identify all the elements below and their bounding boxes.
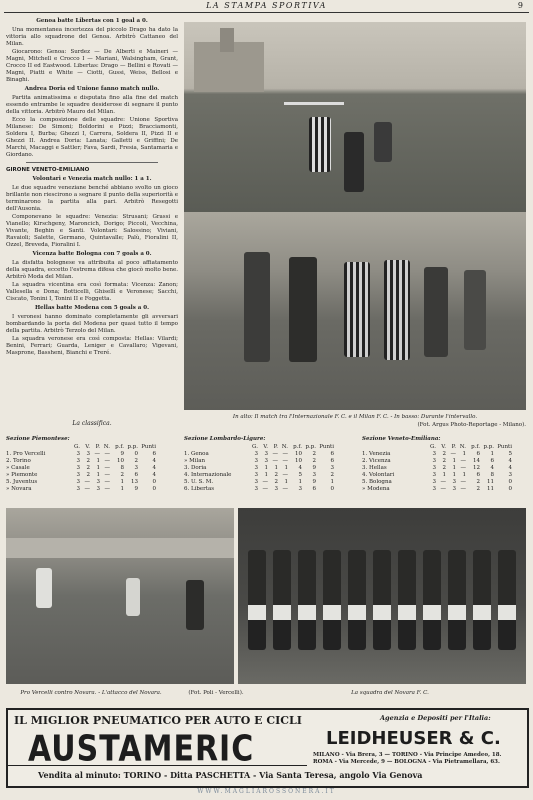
stat-cell: 1 xyxy=(442,472,446,478)
stat-cell: — xyxy=(282,472,288,478)
stat-cell: 3 xyxy=(254,458,258,464)
stat-cell: 3 xyxy=(76,458,80,464)
player-figure xyxy=(344,132,364,192)
stat-cell: 3 xyxy=(76,486,80,492)
team-name: 5. Juventus xyxy=(6,479,38,485)
team-lineup xyxy=(248,550,516,650)
stat-cell: 3 xyxy=(96,479,100,485)
standings-row xyxy=(184,451,354,458)
stat-cell: 0 xyxy=(508,479,512,485)
stat-cell: — xyxy=(460,465,466,471)
stat-cell: 3 xyxy=(312,472,316,478)
stat-cell: N. xyxy=(103,444,110,450)
stat-cell: 3 xyxy=(254,451,258,457)
player-figure xyxy=(186,580,204,630)
standings-row xyxy=(362,458,530,465)
team-name: 3. Hellas xyxy=(362,465,387,471)
stat-cell: 3 xyxy=(96,486,100,492)
paragraph: Una momentanea incertezza del piccolo Drago ha dato la vittoria allo squadrone del Genoa. Arbitrò Cattaneo del Milan. xyxy=(6,27,178,47)
ad-sale-info: Vendita al minuto: TORINO - Ditta PASCHETTA - Via Santa Teresa, angolo Via Genova xyxy=(38,770,423,780)
stat-cell: G. xyxy=(74,444,80,450)
team-name: 2. Torino xyxy=(6,458,31,464)
stat-cell: P. xyxy=(273,444,278,450)
paragraph: Ecco la composizione delle squadre: Unione Sportiva Milanese: De Simoni; Boldorini e Pizzi; Bracciamonti, Soldera I, Burba; Ghezzi I, Carrera, Soldera II, Pizzi II e Ghezzi II. Andrea Doria: Lanata; Galletti e Griffini; De Marchi, Macaggi e Sattler; Fava, Sardi, Fresia, Santamaria e Giordano. xyxy=(6,117,178,158)
stat-cell: — xyxy=(440,486,446,492)
divider xyxy=(26,162,158,163)
team-name: 3. Doria xyxy=(184,465,207,471)
stat-cell: p.p. xyxy=(127,444,138,450)
stat-cell: 2 xyxy=(86,472,90,478)
stat-cell: 14 xyxy=(473,458,480,464)
player-figure xyxy=(298,550,316,650)
stat-cell: 2 xyxy=(86,458,90,464)
stat-cell: — xyxy=(440,479,446,485)
stat-cell: — xyxy=(104,472,110,478)
stat-cell: — xyxy=(450,451,456,457)
stat-cell: 10 xyxy=(117,458,124,464)
photo-credit-top: (Fot. Argus Photo-Reportage - Milano). xyxy=(417,422,526,428)
stat-cell: 3 xyxy=(264,451,268,457)
caption-left: Pro Vercelli contro Novara. - L'attacco del Novara. xyxy=(20,690,162,696)
stat-cell: 2 xyxy=(442,451,446,457)
stat-cell: 3 xyxy=(432,465,436,471)
stat-cell: 3 xyxy=(76,465,80,471)
team-name: 5. Bologna xyxy=(362,479,392,485)
paragraph: La squadra veronese era così composta: Hellas: Vilardi; Benini, Ferrari; Guarda, Leniger e Cavallaro; Vigevani, Masprone, Bassheni, Bianchi e Treré. xyxy=(6,336,178,356)
stat-cell: 8 xyxy=(490,472,494,478)
stat-cell: G. xyxy=(252,444,258,450)
team-name: 1. Genoa xyxy=(184,451,209,457)
team-name xyxy=(184,444,248,451)
credit-left: (Fot. Poli - Vercelli). xyxy=(188,690,244,696)
headline-doria: Andrea Doria ed Unione fanno match nullo. xyxy=(24,86,160,92)
stat-cell: 3 xyxy=(264,458,268,464)
stat-cell: 10 xyxy=(295,451,302,457)
tower xyxy=(220,28,234,52)
player-figure xyxy=(248,550,266,650)
stat-cell: 1 xyxy=(96,465,100,471)
stat-cell: 5 xyxy=(298,472,302,478)
stat-cell: 8 xyxy=(120,465,124,471)
stat-cell: 3 xyxy=(432,486,436,492)
standings-row xyxy=(6,486,176,493)
section-heading: GIRONE VENETO-EMILIANO xyxy=(6,167,90,173)
page-number: 9 xyxy=(517,1,523,10)
stat-cell: 2 xyxy=(312,458,316,464)
stat-cell: 3 xyxy=(274,486,278,492)
stat-cell: 1 xyxy=(298,479,302,485)
stat-cell: 12 xyxy=(473,465,480,471)
stat-cell: 3 xyxy=(330,465,334,471)
stat-cell: 3 xyxy=(254,486,258,492)
stat-cell: 9 xyxy=(120,451,124,457)
photo-intervallo xyxy=(184,212,526,410)
stat-cell: 3 xyxy=(254,479,258,485)
player-figure xyxy=(464,270,486,350)
standings-title: Sezione Lombardo-Ligure: xyxy=(184,436,266,442)
stat-cell: 11 xyxy=(487,479,494,485)
headline-hellas: Hellas batte Modena con 5 goals a 0. xyxy=(34,305,149,311)
stat-cell: — xyxy=(460,458,466,464)
standings-row xyxy=(6,479,176,486)
stat-cell: 6 xyxy=(476,472,480,478)
team-name: 4. Volontari xyxy=(362,472,395,478)
standings-title: Sezione Veneto-Emiliana: xyxy=(362,436,441,442)
stat-cell: 2 xyxy=(476,486,480,492)
standings-row xyxy=(184,486,354,493)
team-name: 6. Libertas xyxy=(184,486,215,492)
advertisement xyxy=(6,708,529,788)
standings-row xyxy=(362,451,530,458)
paragraph: Partita animatissima e disputata fino alla fine del match essendo entrambe le squadre desiderose di segnare il punto della vittoria. Arbitrò Mauro del Milan. xyxy=(6,95,178,115)
ad-agency: Agenzia e Depositi per l'Italia: xyxy=(380,714,491,722)
stat-cell: 2 xyxy=(442,465,446,471)
team-name: » Modena xyxy=(362,486,390,492)
stat-cell: 2 xyxy=(120,472,124,478)
player-figure xyxy=(323,550,341,650)
stat-cell: p.f. xyxy=(115,444,124,450)
photo-novara-team xyxy=(238,508,526,684)
standings-piemontese xyxy=(6,436,176,493)
stat-cell: 4 xyxy=(152,465,156,471)
ad-headline: IL MIGLIOR PNEUMATICO PER AUTO E CICLI xyxy=(14,714,302,727)
stat-cell: 6 xyxy=(490,458,494,464)
stat-cell: V. xyxy=(441,444,446,450)
standings-title: Sezione Piemontese: xyxy=(6,436,70,442)
crowd xyxy=(6,538,234,558)
stat-cell: P. xyxy=(95,444,100,450)
stat-cell: 4 xyxy=(490,465,494,471)
player-figure xyxy=(289,257,317,362)
ad-address-line: MILANO - Via Brera, 3 — TORINO - Via Principe Amedeo, 18. xyxy=(313,752,502,758)
ad-address-line: ROMA - Via Mercede, 9 — BOLOGNA - Via Pietramellara, 63. xyxy=(313,759,500,765)
stat-cell: p.p. xyxy=(483,444,494,450)
player-figure xyxy=(424,267,448,357)
player-figure xyxy=(273,550,291,650)
standings-row xyxy=(6,451,176,458)
standings-row xyxy=(362,472,530,479)
stat-cell: — xyxy=(84,479,90,485)
stat-cell: — xyxy=(104,458,110,464)
stat-cell: 0 xyxy=(330,486,334,492)
stat-cell: — xyxy=(84,486,90,492)
player-figure xyxy=(126,578,140,616)
stat-cell: V. xyxy=(85,444,90,450)
player-figure xyxy=(384,260,410,360)
player-figure xyxy=(473,550,491,650)
standings-row xyxy=(6,472,176,479)
stat-cell: — xyxy=(262,479,268,485)
player-figure xyxy=(498,550,516,650)
player-figure xyxy=(373,550,391,650)
stat-cell: — xyxy=(460,479,466,485)
stat-cell: 13 xyxy=(131,479,138,485)
stat-cell: — xyxy=(104,465,110,471)
headline-vicenza: Vicenza batte Bologna con 7 goals a 0. xyxy=(32,251,152,257)
stat-cell: 2 xyxy=(274,472,278,478)
stat-cell: 6 xyxy=(152,451,156,457)
page-header xyxy=(4,0,529,13)
stat-cell: 1 xyxy=(452,458,456,464)
stat-cell: 0 xyxy=(152,486,156,492)
stat-cell: 0 xyxy=(134,451,138,457)
stat-cell: 1 xyxy=(452,472,456,478)
stat-cell: Punti xyxy=(141,444,156,450)
stat-cell: 3 xyxy=(254,472,258,478)
stat-cell: — xyxy=(460,486,466,492)
stat-cell: — xyxy=(282,486,288,492)
stat-cell: 3 xyxy=(508,472,512,478)
stat-cell: 6 xyxy=(134,472,138,478)
stat-cell: — xyxy=(104,486,110,492)
stat-cell: 3 xyxy=(134,465,138,471)
player-figure xyxy=(448,550,466,650)
ad-firm: LEIDHEUSER & C. xyxy=(326,728,501,749)
stat-cell: 5 xyxy=(508,451,512,457)
goal-crossbar xyxy=(284,102,344,105)
player-figure xyxy=(344,262,370,357)
stat-cell: 3 xyxy=(298,486,302,492)
stat-cell: 6 xyxy=(476,451,480,457)
stat-cell: 9 xyxy=(312,465,316,471)
stat-cell: 1 xyxy=(462,472,466,478)
stat-cell: 2 xyxy=(442,458,446,464)
player-figure xyxy=(398,550,416,650)
stat-cell: — xyxy=(104,479,110,485)
standings-row xyxy=(6,458,176,465)
caption-right: La squadra del Novara F. C. xyxy=(351,690,429,696)
stat-cell: 9 xyxy=(312,479,316,485)
team-name xyxy=(362,444,426,451)
stat-cell: 3 xyxy=(452,486,456,492)
stat-cell: 1 xyxy=(96,472,100,478)
team-name xyxy=(6,444,70,451)
stat-cell: 3 xyxy=(76,479,80,485)
stat-cell: 1 xyxy=(330,479,334,485)
stat-cell: 1 xyxy=(264,472,268,478)
stat-cell: 1 xyxy=(284,479,288,485)
stat-cell: — xyxy=(104,451,110,457)
stat-cell: p.f. xyxy=(293,444,302,450)
paragraph: Giocarono: Genoa: Surdez — De Alberti e Maineri — Magni, Mitchell e Crocco I — Mariani, Walsingham, Grant, Crocco II ed Eastwood. Libertas: Drago — Bellini e Rovati — Magni, Piatti e White — Ciotti, Gussi, Weiss, Bellosi e Binaghi. xyxy=(6,49,178,83)
stat-cell: 1 xyxy=(452,465,456,471)
paragraph: I veronesi hanno dominato completamente gli avversari bombardando la porta del Modena per quasi tutto il tempo della partita. Arbitrò Terzolo del Milan. xyxy=(6,314,178,334)
stat-cell: N. xyxy=(459,444,466,450)
masthead-title: LA STAMPA SPORTIVA xyxy=(206,1,327,10)
stat-cell: 3 xyxy=(76,472,80,478)
stat-cell: 3 xyxy=(432,472,436,478)
ad-divider xyxy=(8,765,307,766)
stat-cell: 6 xyxy=(330,451,334,457)
standings-header-row xyxy=(362,444,530,451)
stat-cell: 0 xyxy=(152,479,156,485)
stat-cell: 6 xyxy=(312,486,316,492)
stat-cell: 4 xyxy=(298,465,302,471)
stat-cell: — xyxy=(94,451,100,457)
stat-cell: 4 xyxy=(152,458,156,464)
team-name: 5. U. S. M. xyxy=(184,479,214,485)
standings-row xyxy=(184,465,354,472)
team-name: » Casale xyxy=(6,465,30,471)
photo-pro-vercelli-novara xyxy=(6,508,234,684)
stat-cell: 10 xyxy=(295,458,302,464)
stat-cell: 1 xyxy=(120,486,124,492)
player-figure xyxy=(374,122,392,162)
headline-volontari: Volontari e Venezia match nullo: 1 a 1. xyxy=(32,176,152,182)
stat-cell: N. xyxy=(281,444,288,450)
stat-cell: Punti xyxy=(319,444,334,450)
stat-cell: 2 xyxy=(134,458,138,464)
standings-header-row xyxy=(184,444,354,451)
stat-cell: — xyxy=(272,451,278,457)
standings-row xyxy=(362,486,530,493)
paragraph: La disfatta bolognese va attribuita al poco affiatamento della squadra, eccetto l'estrema difesa che giocò molto bene. Arbitrò Moda del Milan. xyxy=(6,260,178,280)
standings-header-row xyxy=(6,444,176,451)
stat-cell: 2 xyxy=(330,472,334,478)
player-figure xyxy=(36,568,52,608)
stat-cell: 3 xyxy=(452,479,456,485)
standings-row xyxy=(362,465,530,472)
stat-cell: — xyxy=(282,451,288,457)
player-figure xyxy=(309,117,331,172)
ad-address xyxy=(313,752,501,766)
stat-cell: — xyxy=(282,458,288,464)
team-name: 4. Internazionale xyxy=(184,472,232,478)
stat-cell: 1 xyxy=(264,465,268,471)
standings-lombardo-ligure xyxy=(184,436,354,493)
stat-cell: 11 xyxy=(487,486,494,492)
stat-cell: 3 xyxy=(86,451,90,457)
stat-cell: 1 xyxy=(120,479,124,485)
stat-cell: p.f. xyxy=(471,444,480,450)
team-name: » Milan xyxy=(184,458,206,464)
photo-caption-top: In alto: Il match tra l'Internazionale F. C. e il Milan F. C. - In basso: Durante l'intervallo. xyxy=(232,414,478,420)
team-name: » Novara xyxy=(6,486,32,492)
stat-cell: 2 xyxy=(476,479,480,485)
standings-row xyxy=(6,465,176,472)
team-name: 1. Pro Vercelli xyxy=(6,451,46,457)
stat-cell: V. xyxy=(263,444,268,450)
paragraph: Le due squadre veneziane benché abbiano svolto un gioco brillante non riescirono a segnare il punto della superiorità e terminarono la partita alla pari. Arbitrò Resegotti dell'Ausonia. xyxy=(6,185,178,212)
stat-cell: G. xyxy=(430,444,436,450)
stat-cell: 4 xyxy=(508,465,512,471)
stat-cell: 1 xyxy=(462,451,466,457)
paragraph: La squadra vicentina era così formata: Vicenza: Zanon; Vallesella e Dona; Botticelli, Ghisellì e Veronese; Sacchi, Ciscato, Tonini I, Tonini II e Foggetta. xyxy=(6,282,178,302)
stat-cell: 6 xyxy=(330,458,334,464)
classifica-heading: La classifica. xyxy=(72,420,112,427)
headline-genoa: Genoa batte Libertas con 1 goal a 0. xyxy=(36,18,148,24)
article-column xyxy=(6,16,178,416)
stat-cell: 3 xyxy=(254,465,258,471)
team-name: 1. Venezia xyxy=(362,451,391,457)
stat-cell: 3 xyxy=(432,451,436,457)
stat-cell: 1 xyxy=(96,458,100,464)
stat-cell: 3 xyxy=(432,458,436,464)
standings-row xyxy=(362,479,530,486)
standings-row xyxy=(184,479,354,486)
stat-cell: 1 xyxy=(490,451,494,457)
standings-veneto-emiliana xyxy=(362,436,530,493)
team-name: » Piemonte xyxy=(6,472,38,478)
photo-match-inter-milan xyxy=(184,22,526,212)
stat-cell: 1 xyxy=(284,465,288,471)
team-name: 2. Vicenza xyxy=(362,458,391,464)
stat-cell: 3 xyxy=(76,451,80,457)
standings-row xyxy=(184,458,354,465)
stat-cell: 3 xyxy=(432,479,436,485)
paragraph: Componevano le squadre: Venezia: Strusani; Grassi e Vianello; Kirschgeny, Maroncich, Dorigo; Piccoli, Vecchina, Vivante, Beghin e Santi. Volontari: Salossino; Viviani, Ravaioli; Salette, Germano, Quintavalle; Palù, Fioralini II, Ozzel, Breveda, Fioralini I. xyxy=(6,214,178,248)
standings-row xyxy=(184,472,354,479)
stat-cell: 1 xyxy=(274,465,278,471)
stat-cell: P. xyxy=(451,444,456,450)
stat-cell: 2 xyxy=(86,465,90,471)
stat-cell: 4 xyxy=(152,472,156,478)
player-figure xyxy=(244,252,270,362)
player-figure xyxy=(423,550,441,650)
stat-cell: — xyxy=(272,458,278,464)
stat-cell: 0 xyxy=(508,486,512,492)
stat-cell: 9 xyxy=(134,486,138,492)
player-figure xyxy=(348,550,366,650)
ad-brand: AUSTAMERIC xyxy=(28,728,255,770)
stat-cell: 2 xyxy=(274,479,278,485)
stat-cell: — xyxy=(262,486,268,492)
stat-cell: Punti xyxy=(497,444,512,450)
watermark-footer: WWW.MAGLIAROSSONERA.IT xyxy=(197,788,336,795)
stat-cell: 2 xyxy=(312,451,316,457)
stat-cell: 4 xyxy=(508,458,512,464)
stat-cell: p.p. xyxy=(305,444,316,450)
